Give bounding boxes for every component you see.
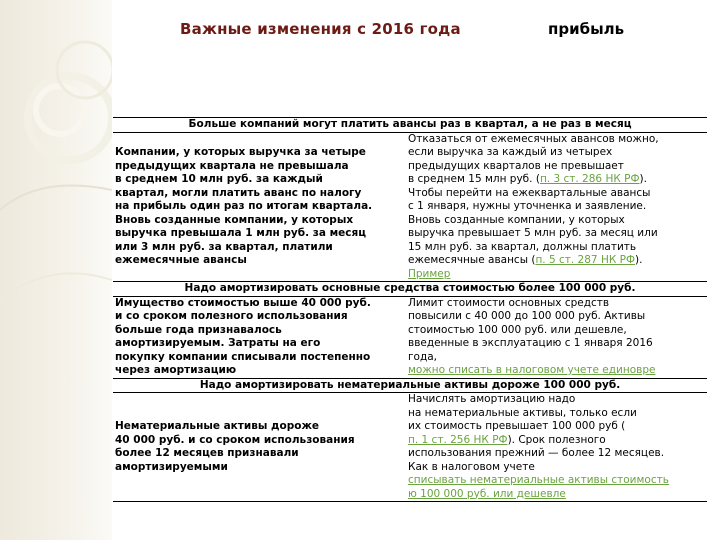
- new-rule-line: [408, 254, 705, 268]
- old-rule-line: или 3 млн руб. за квартал, платили: [115, 240, 333, 253]
- new-rule-cell: [406, 296, 707, 378]
- link-nk-287[interactable]: п. 5 ст. 287 НК РФ: [535, 254, 635, 266]
- old-rule-line: амортизируемым. Затраты на его: [115, 337, 321, 349]
- slide-title: [0, 20, 720, 44]
- new-rule-line: [408, 173, 705, 187]
- title-main: Важные изменения с 2016 года: [180, 20, 461, 38]
- text-fragment: ежемесячные авансы (: [408, 254, 536, 266]
- new-rule-line: Чтобы перейти на ежеквартальные авансы: [408, 186, 651, 199]
- old-rule-line: квартал, могли платить аванс по налогу: [115, 186, 362, 199]
- table-row: [113, 132, 707, 282]
- section-header-row: [113, 378, 707, 393]
- section-header: Надо амортизировать основные средства стоимостью более 100 000 руб.: [113, 282, 707, 297]
- link-intangible-write-off[interactable]: списывать нематериальные активы стоимость: [408, 474, 669, 486]
- new-rule-line: если выручка за каждый из четырех: [408, 146, 613, 158]
- link-nk-256[interactable]: п. 1 ст. 256 НК РФ: [408, 433, 508, 446]
- new-rule-line: Как в налоговом учете: [408, 460, 535, 473]
- new-rule-line: предыдущих кварталов не превышает: [408, 159, 624, 172]
- old-rule-line: Вновь созданные компании, у которых: [115, 213, 354, 226]
- new-rule-line: [408, 474, 705, 488]
- link-write-off-once[interactable]: можно списать в налоговом учете единовре: [408, 364, 656, 376]
- section-header: Надо амортизировать нематериальные активы дороже 100 000 руб.: [113, 378, 707, 393]
- old-rule-line: на прибыль один раз по итогам квартала.: [115, 200, 373, 212]
- old-rule-line: предыдущих квартала не превышала: [115, 159, 349, 172]
- old-rule-line: через амортизацию: [115, 364, 237, 376]
- title-sub: прибыль: [548, 20, 625, 38]
- link-example[interactable]: Пример: [408, 267, 451, 280]
- section-header: Больше компаний могут платить авансы раз в квартал, а не раз в месяц: [113, 118, 707, 133]
- new-rule-line: на нематериальные активы, только если: [408, 406, 637, 419]
- old-rule-line: более 12 месяцев признавали: [115, 447, 299, 459]
- changes-table: [113, 117, 707, 502]
- new-rule-line: Отказаться от ежемесячных авансов можно,: [408, 132, 659, 145]
- old-rule-cell: [113, 296, 406, 378]
- section-header-row: [113, 118, 707, 133]
- text-fragment: ). Срок полезного: [507, 433, 606, 446]
- new-rule-line: [408, 268, 705, 282]
- new-rule-line: повысили с 40 000 до 100 000 руб. Активы: [408, 310, 646, 322]
- new-rule-line: года,: [408, 350, 437, 363]
- new-rule-line: выручка превышает 5 млн руб. за месяц или: [408, 227, 658, 239]
- old-rule-line: выручка превышала 1 млн руб. за месяц: [115, 227, 367, 239]
- old-rule-line: амортизируемыми: [115, 460, 228, 473]
- new-rule-line: их стоимость превышает 100 000 руб (: [408, 420, 626, 432]
- link-intangible-write-off-cont[interactable]: ю 100 000 руб. или дешевле: [408, 487, 566, 500]
- new-rule-cell: [406, 393, 707, 502]
- new-rule-line: с 1 января, нужны уточненка и заявление.: [408, 200, 647, 212]
- new-rule-line: Лимит стоимости основных средств: [408, 296, 610, 309]
- old-rule-line: Компании, у которых выручка за четыре: [115, 146, 366, 158]
- new-rule-line: [408, 488, 705, 502]
- new-rule-cell: [406, 132, 707, 282]
- old-rule-line: ежемесячные авансы: [115, 254, 247, 266]
- text-fragment: ).: [635, 254, 643, 266]
- old-rule-line: в среднем 10 млн руб. за каждый: [115, 173, 323, 185]
- section-header-row: [113, 282, 707, 297]
- new-rule-line: [408, 434, 705, 448]
- table-row: [113, 296, 707, 378]
- old-rule-line: и со сроком полезного использования: [115, 310, 348, 322]
- new-rule-line: 15 млн руб. за квартал, должны платить: [408, 240, 637, 253]
- old-rule-line: 40 000 руб. и со сроком использования: [115, 433, 355, 446]
- old-rule-line: Имущество стоимостью выше 40 000 руб.: [115, 296, 371, 309]
- old-rule-cell: [113, 132, 406, 282]
- new-rule-line: введенные в эксплуатацию с 1 января 2016: [408, 337, 653, 349]
- link-nk-286[interactable]: п. 3 ст. 286 НК РФ: [539, 173, 640, 185]
- old-rule-line: Нематериальные активы дороже: [115, 420, 320, 432]
- text-fragment: в среднем 15 млн руб. (: [408, 173, 540, 185]
- text-fragment: ).: [639, 173, 647, 185]
- new-rule-line: Вновь созданные компании, у которых: [408, 213, 625, 226]
- table-row: [113, 393, 707, 502]
- old-rule-cell: [113, 393, 406, 502]
- new-rule-line: стоимостью 100 000 руб. или дешевле,: [408, 323, 627, 336]
- new-rule-line: [408, 364, 705, 378]
- decorative-circles: [0, 0, 112, 540]
- new-rule-line: Начислять амортизацию надо: [408, 393, 576, 405]
- old-rule-line: покупку компании списывали постепенно: [115, 350, 371, 363]
- new-rule-line: использования прежний — более 12 месяцев.: [408, 447, 665, 459]
- old-rule-line: больше года признавалось: [115, 323, 282, 336]
